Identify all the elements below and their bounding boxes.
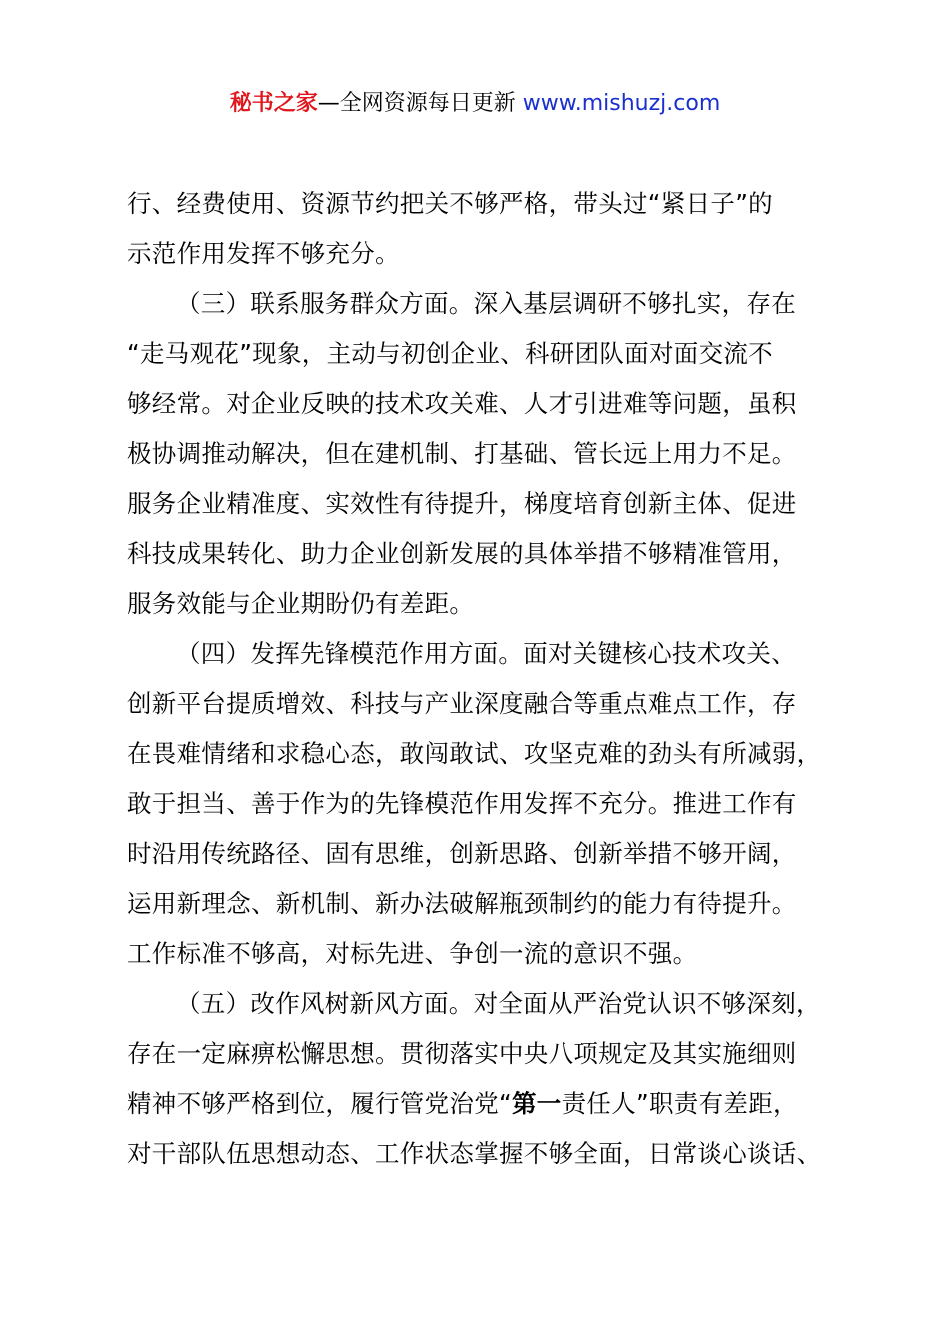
text-line: 工作标准不够高，对标先进、争创一流的意识不强。 [127,939,698,968]
text-line: 服务企业精准度、实效性有待提升，梯度培育创新主体、促进 [127,489,797,518]
text-line: 创新平台提质增效、科技与产业深度融合等重点难点工作，存 [127,689,797,718]
site-tagline: —全网资源每日更新 [317,91,523,116]
paragraph-heading-4: （四）发挥先锋模范作用方面。面对关键核心技术攻关、 [176,639,796,668]
text-line: 够经常。对企业反映的技术攻关难、人才引进难等问题，虽积 [127,389,797,418]
text-line: “走马观花”现象，主动与初创企业、科研团队面对面交流不 [127,339,773,368]
text-line: 在畏难情绪和求稳心态，敢闯敢试、攻坚克难的劲头有所减弱， [127,739,822,768]
emphasis-text: 第一 [512,1089,562,1118]
text-line: 时沿用传统路径、固有思维，创新思路、创新举措不够开阔， [127,839,797,868]
text-line: 行、经费使用、资源节约把关不够严格，带头过“紧日子”的 [127,189,773,218]
site-url[interactable]: www.mishuzj.com [522,91,721,116]
text-line: 存在一定麻痹松懈思想。贯彻落实中央八项规定及其实施细则 [127,1039,797,1068]
page-header [0,86,950,122]
site-brand: 秘书之家 [229,91,318,116]
text-line: 极协调推动解决，但在建机制、打基础、管长远上用力不足。 [127,439,797,468]
text-line: 示范作用发挥不够充分。 [127,239,400,268]
text-line: 精神不够严格到位，履行管党治党“第一责任人”职责有差距， [127,1089,798,1118]
text-line: 科技成果转化、助力企业创新发展的具体举措不够精准管用， [127,539,797,568]
text-line: 对干部队伍思想动态、工作状态掌握不够全面，日常谈心谈话、 [127,1139,822,1168]
text-line: 运用新理念、新机制、新办法破解瓶颈制约的能力有待提升。 [127,889,797,918]
paragraph-heading-3: （三）联系服务群众方面。深入基层调研不够扎实，存在 [176,289,796,318]
paragraph-heading-5: （五）改作风树新风方面。对全面从严治党认识不够深刻， [176,989,821,1018]
text-line: 服务效能与企业期盼仍有差距。 [127,589,475,618]
text-line: 敢于担当、善于作为的先锋模范作用发挥不充分。推进工作有 [127,789,797,818]
